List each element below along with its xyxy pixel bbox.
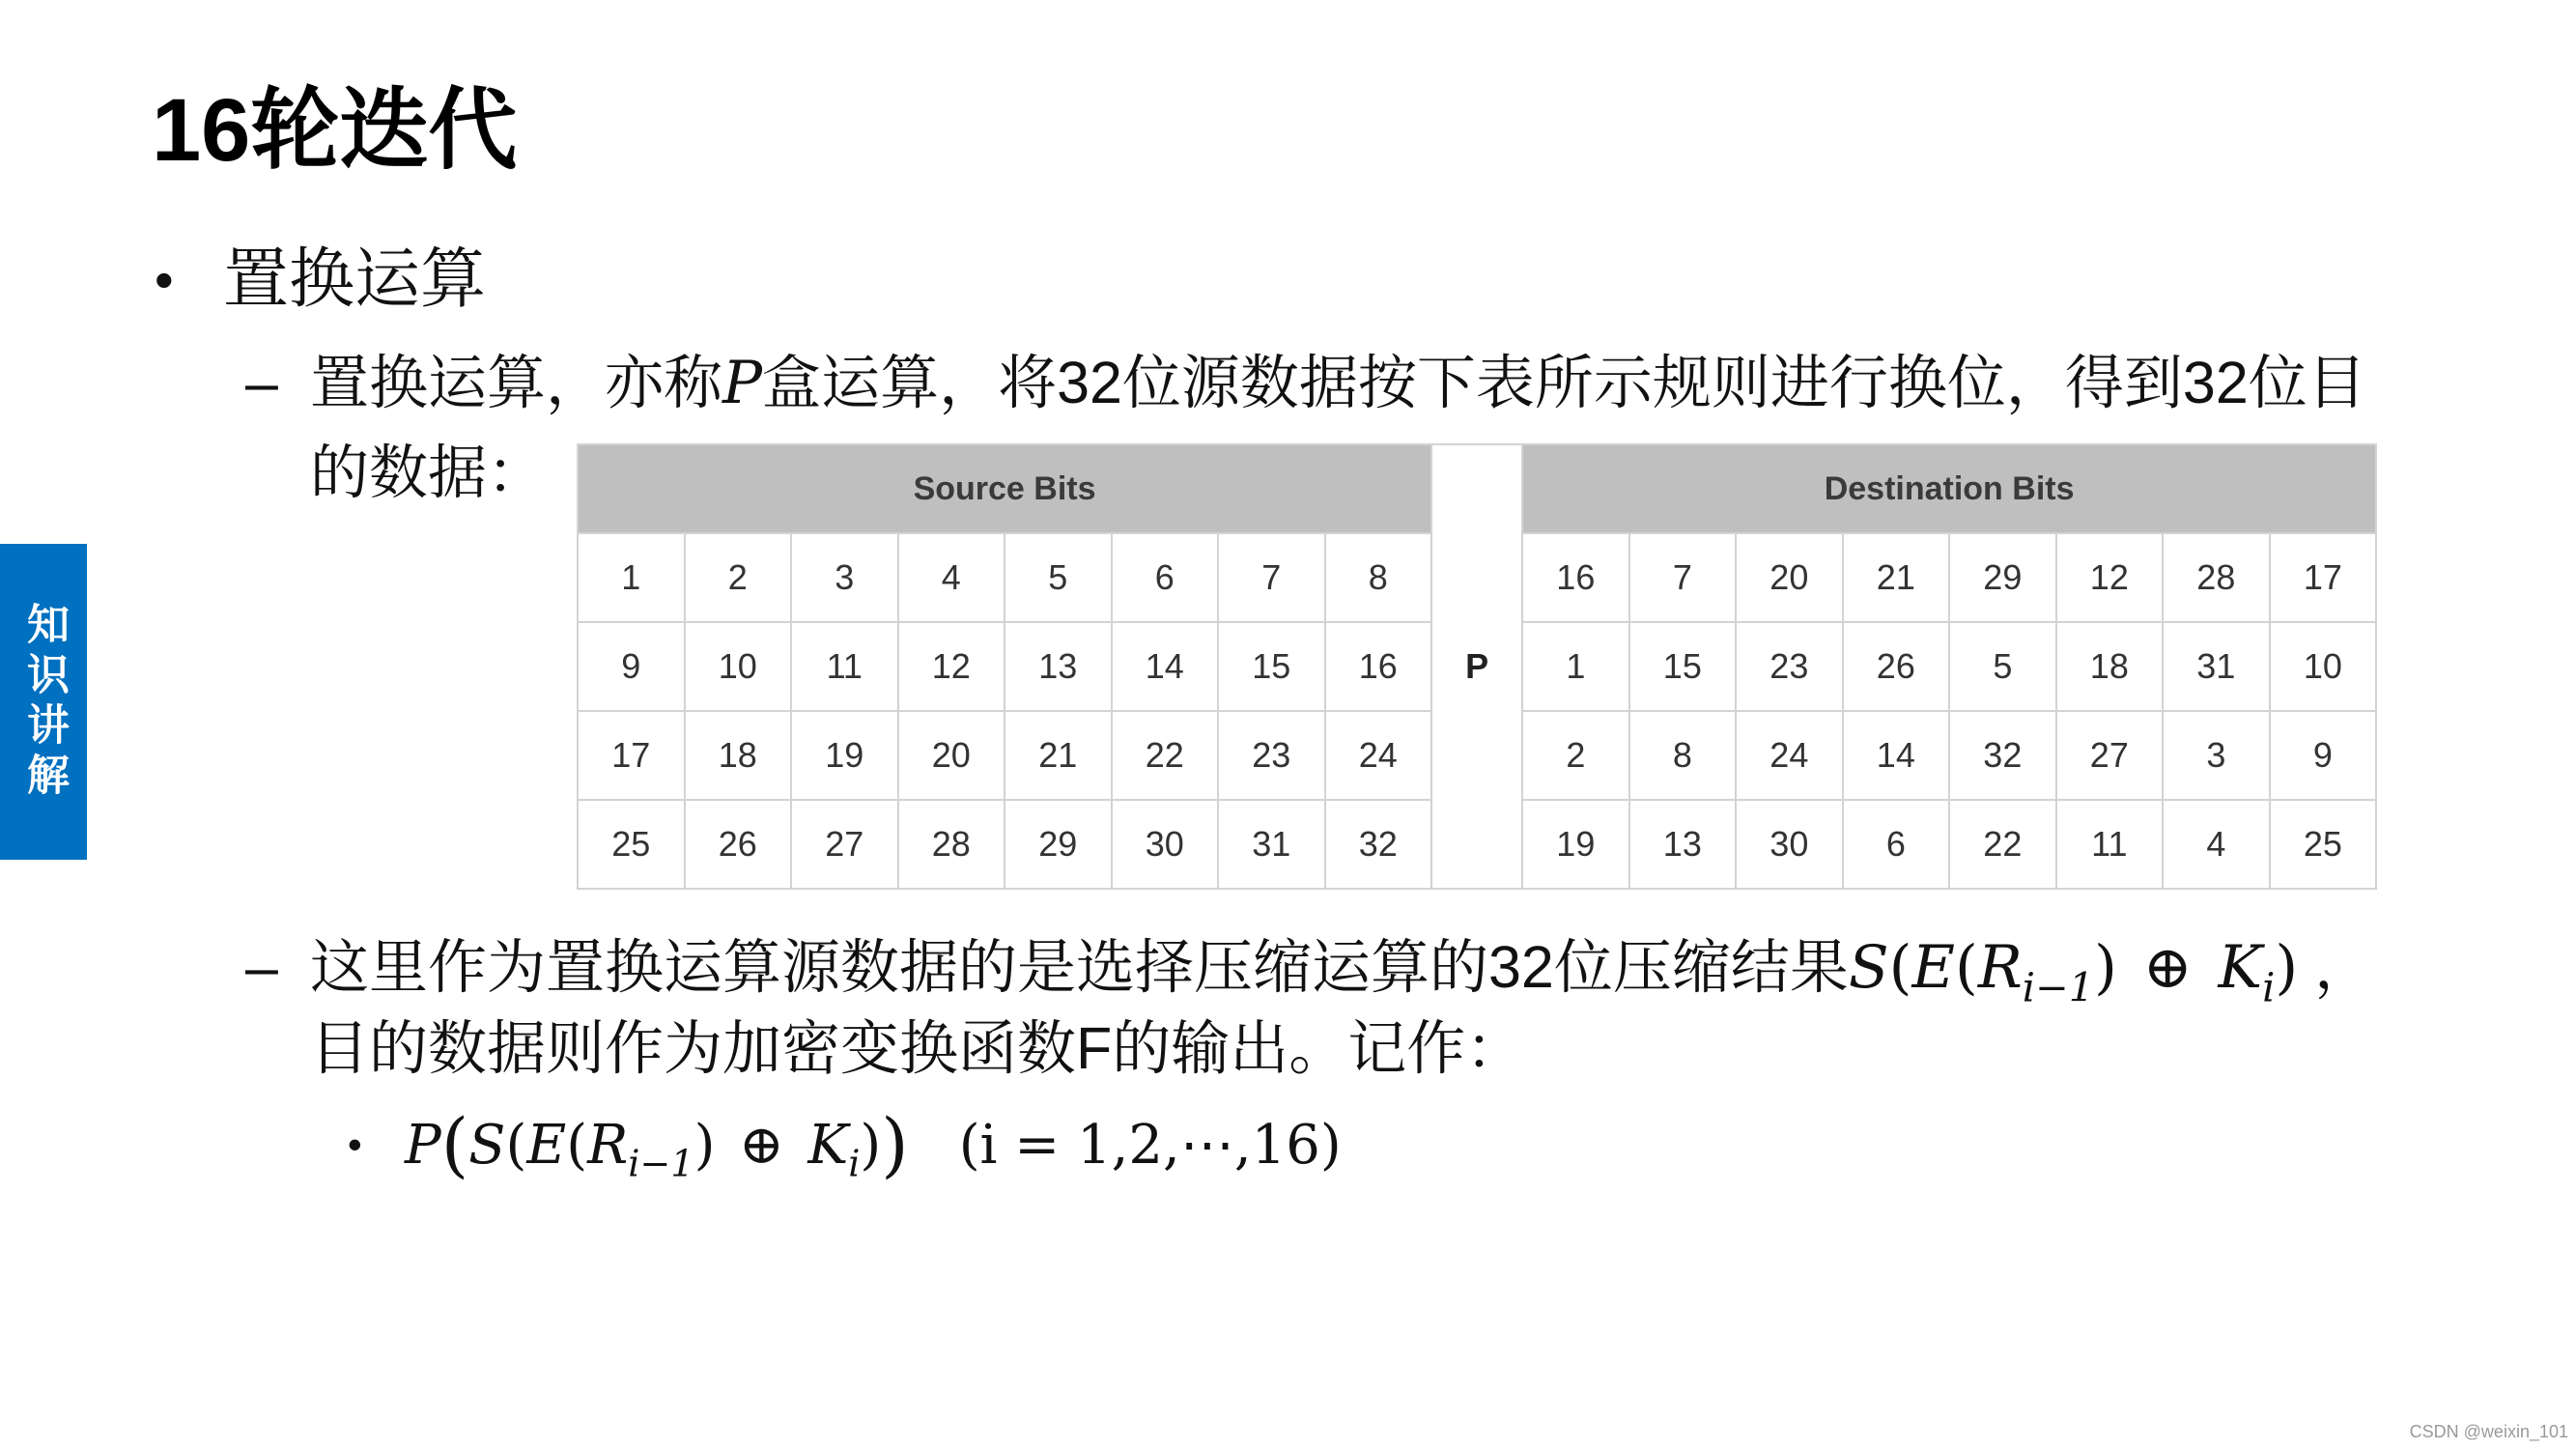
source-bit-cell: 26 bbox=[685, 800, 792, 889]
p-box-operator-label: P bbox=[1431, 622, 1522, 711]
item2-line2: 目的数据则作为加密变换函数F的输出。记作： bbox=[310, 1015, 1525, 1081]
destination-bit-cell: 10 bbox=[2270, 622, 2377, 711]
math-subscript: i bbox=[848, 1142, 861, 1185]
math-variable: S bbox=[1848, 933, 1889, 1002]
destination-bit-cell: 32 bbox=[1949, 711, 2056, 800]
xor-operator: ⊕ bbox=[722, 1114, 802, 1177]
table-row bbox=[578, 622, 2376, 711]
source-bit-cell: 20 bbox=[898, 711, 1005, 800]
math-subscript: i bbox=[2262, 963, 2276, 1011]
math-variable: K bbox=[2218, 933, 2263, 1002]
destination-bit-cell: 18 bbox=[2056, 622, 2164, 711]
p-variable-letter: P bbox=[722, 349, 763, 417]
operator-column-cell bbox=[1431, 711, 1522, 800]
source-bit-cell: 25 bbox=[578, 800, 685, 889]
destination-bit-cell: 21 bbox=[1843, 533, 1950, 622]
permutation-table bbox=[577, 443, 2377, 890]
destination-bit-cell: 22 bbox=[1949, 800, 2056, 889]
destination-bit-cell: 31 bbox=[2163, 622, 2270, 711]
source-bit-cell: 31 bbox=[1218, 800, 1325, 889]
operator-column-cell bbox=[1431, 800, 1522, 889]
destination-bit-cell: 7 bbox=[1629, 533, 1737, 622]
source-bit-cell: 21 bbox=[1005, 711, 1112, 800]
math-variable: P bbox=[405, 1114, 441, 1177]
math-parenthesis: ( bbox=[505, 1114, 527, 1177]
source-bit-cell: 1 bbox=[578, 533, 685, 622]
math-variable: E bbox=[526, 1114, 567, 1177]
section-heading: 置换运算 bbox=[223, 242, 487, 316]
item1-line2: 的数据： bbox=[310, 440, 547, 505]
math-parenthesis: ( bbox=[1955, 933, 1978, 1002]
destination-bit-cell: 3 bbox=[2163, 711, 2270, 800]
side-tab bbox=[0, 544, 87, 860]
source-bit-cell: 3 bbox=[791, 533, 898, 622]
destination-bit-cell: 30 bbox=[1736, 800, 1843, 889]
source-bit-cell: 28 bbox=[898, 800, 1005, 889]
item2-line1 bbox=[310, 932, 2374, 1011]
source-bit-cell: 14 bbox=[1112, 622, 1219, 711]
math-parenthesis: ) bbox=[881, 1103, 909, 1186]
table-row bbox=[578, 800, 2376, 889]
source-bit-cell: 12 bbox=[898, 622, 1005, 711]
item1-text-before: 置换运算，亦称 bbox=[310, 350, 723, 415]
destination-bit-cell: 27 bbox=[2056, 711, 2164, 800]
operator-column-header bbox=[1431, 444, 1522, 533]
destination-bit-cell: 13 bbox=[1629, 800, 1737, 889]
item2-text: 这里作为置换运算源数据的是选择压缩运算的32位压缩结果 bbox=[310, 934, 1849, 1000]
watermark: CSDN @weixin_101 bbox=[2409, 1422, 2568, 1442]
destination-bit-cell: 15 bbox=[1629, 622, 1737, 711]
source-bit-cell: 9 bbox=[578, 622, 685, 711]
table-header-row bbox=[578, 444, 2376, 533]
item1-text-after: 盒运算，将32位源数据按下表所示规则进行换位，得到32位目 bbox=[762, 350, 2366, 415]
math-variable: S bbox=[468, 1114, 506, 1177]
source-bit-cell: 24 bbox=[1325, 711, 1432, 800]
destination-bit-cell: 17 bbox=[2270, 533, 2377, 622]
round-function-formula bbox=[405, 1103, 909, 1186]
item2-tail: ， bbox=[2298, 934, 2374, 1000]
xor-operator: ⊕ bbox=[2124, 933, 2212, 1002]
destination-bits-header: Destination Bits bbox=[1522, 444, 2376, 533]
source-bit-cell: 11 bbox=[791, 622, 898, 711]
source-bit-cell: 29 bbox=[1005, 800, 1112, 889]
math-variable: E bbox=[1911, 933, 1955, 1002]
math-parenthesis: ( bbox=[566, 1114, 588, 1177]
destination-bit-cell: 14 bbox=[1843, 711, 1950, 800]
math-subscript: i−1 bbox=[2022, 963, 2095, 1011]
math-variable: K bbox=[807, 1114, 849, 1177]
bullet-marker: • bbox=[155, 249, 174, 310]
round-range: (i = 1,2,⋯,16) bbox=[958, 1114, 1342, 1177]
destination-bit-cell: 25 bbox=[2270, 800, 2377, 889]
table-row bbox=[578, 711, 2376, 800]
destination-bit-cell: 19 bbox=[1522, 800, 1629, 889]
math-parenthesis: ( bbox=[440, 1103, 469, 1186]
source-bit-cell: 23 bbox=[1218, 711, 1325, 800]
destination-bit-cell: 9 bbox=[2270, 711, 2377, 800]
destination-bit-cell: 5 bbox=[1949, 622, 2056, 711]
source-bit-cell: 15 bbox=[1218, 622, 1325, 711]
destination-bit-cell: 29 bbox=[1949, 533, 2056, 622]
destination-bit-cell: 6 bbox=[1843, 800, 1950, 889]
source-bit-cell: 2 bbox=[685, 533, 792, 622]
source-bit-cell: 7 bbox=[1218, 533, 1325, 622]
destination-bit-cell: 2 bbox=[1522, 711, 1629, 800]
item3-line bbox=[405, 1103, 1342, 1186]
math-subscript: i−1 bbox=[628, 1142, 694, 1185]
dash-marker: – bbox=[245, 350, 278, 415]
source-bits-header: Source Bits bbox=[578, 444, 1431, 533]
destination-bit-cell: 16 bbox=[1522, 533, 1629, 622]
source-bit-cell: 16 bbox=[1325, 622, 1432, 711]
destination-bit-cell: 1 bbox=[1522, 622, 1629, 711]
destination-bit-cell: 28 bbox=[2163, 533, 2270, 622]
math-parenthesis: ( bbox=[1888, 933, 1912, 1002]
destination-bit-cell: 24 bbox=[1736, 711, 1843, 800]
side-tab-label: 知识讲解 bbox=[20, 601, 68, 803]
source-bit-cell: 10 bbox=[685, 622, 792, 711]
math-variable: R bbox=[587, 1114, 629, 1177]
slide-title: 16轮迭代 bbox=[152, 81, 518, 180]
source-bit-cell: 17 bbox=[578, 711, 685, 800]
math-parenthesis: ) bbox=[694, 1114, 716, 1177]
source-bit-cell: 27 bbox=[791, 800, 898, 889]
source-bit-cell: 13 bbox=[1005, 622, 1112, 711]
source-bit-cell: 22 bbox=[1112, 711, 1219, 800]
source-bit-cell: 32 bbox=[1325, 800, 1432, 889]
destination-bit-cell: 20 bbox=[1736, 533, 1843, 622]
source-bit-cell: 19 bbox=[791, 711, 898, 800]
source-bit-cell: 8 bbox=[1325, 533, 1432, 622]
destination-bit-cell: 23 bbox=[1736, 622, 1843, 711]
source-bit-cell: 5 bbox=[1005, 533, 1112, 622]
math-parenthesis: ) bbox=[2275, 933, 2299, 1002]
dash-marker: – bbox=[245, 934, 278, 1000]
item1-line1 bbox=[310, 348, 2366, 418]
destination-bit-cell: 26 bbox=[1843, 622, 1950, 711]
source-bit-cell: 30 bbox=[1112, 800, 1219, 889]
p-variable bbox=[722, 349, 762, 417]
destination-bit-cell: 8 bbox=[1629, 711, 1737, 800]
operator-column-cell bbox=[1431, 533, 1522, 622]
source-bit-cell: 18 bbox=[685, 711, 792, 800]
math-parenthesis: ) bbox=[2094, 933, 2117, 1002]
source-bit-cell: 6 bbox=[1112, 533, 1219, 622]
compression-result-formula bbox=[1848, 933, 2299, 1011]
destination-bit-cell: 4 bbox=[2163, 800, 2270, 889]
table-row bbox=[578, 533, 2376, 622]
math-parenthesis: ) bbox=[860, 1114, 882, 1177]
destination-bit-cell: 11 bbox=[2056, 800, 2164, 889]
source-bit-cell: 4 bbox=[898, 533, 1005, 622]
sub-bullet-marker: • bbox=[348, 1122, 362, 1167]
math-variable: R bbox=[1977, 933, 2023, 1002]
destination-bit-cell: 12 bbox=[2056, 533, 2164, 622]
